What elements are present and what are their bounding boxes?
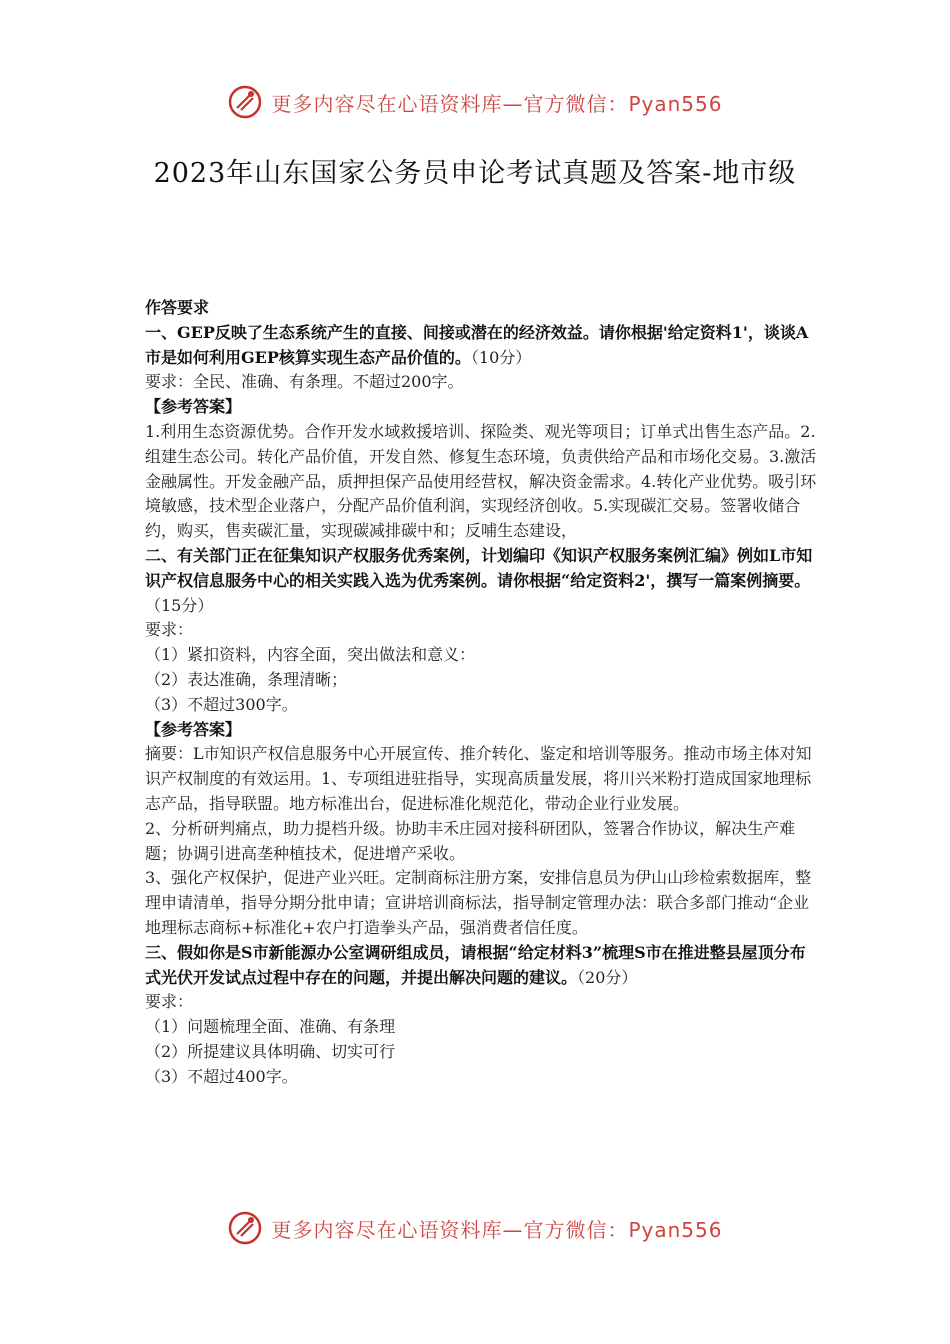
paragraph-text: 3、强化产权保护，促进产业兴旺。定制商标注册方案，安排信息员为伊山山珍检索数据库，整理申请清单，指导分期分批申请；宣讲培训商标法，指导制定管理办法：联合多部门推动“企业地理标志商标+标准化+农户打造拳头产品，强消费者信任度。	[145, 868, 812, 937]
text-paragraph	[145, 817, 817, 867]
paragraph-text: 要求：全民、准确、有条理。不超过200字。	[145, 372, 464, 392]
paragraph-text: （1）紧扣资料，内容全面，突出做法和意义：	[145, 645, 476, 665]
text-paragraph	[145, 693, 817, 718]
paragraph-text: 摘要：L市知识产权信息服务中心开展宣传、推介转化、鉴定和培训等服务。推动市场主体对知识产权制度的有效运用。1、专项组进驻指导，实现高质量发展，将川兴米粉打造成国家地理标志产品，指导联盟。地方标准出台，促进标准化规范化，带动企业行业发展。	[145, 744, 812, 813]
score-label: （15分）	[145, 595, 214, 615]
paragraph-text: 【参考答案】	[145, 397, 242, 417]
paragraph-text: 要求：	[145, 992, 194, 1012]
score-label: （20分）	[577, 967, 638, 987]
bold-paragraph	[145, 296, 817, 321]
paragraph-text: 2、分析研判痛点，助力提档升级。协助丰禾庄园对接科研团队，签署合作协议，解决生产难题；协调引进高垄种植技术，促进增产采收。	[145, 818, 796, 863]
watermark-text: 更多内容尽在心语资料库—官方微信：Pyan556	[271, 1217, 723, 1242]
page-title: 2023年山东国家公务员申论考试真题及答案-地市级	[153, 158, 797, 189]
paragraph-text: 作答要求	[145, 298, 210, 317]
paragraph-text: 要求：	[145, 620, 194, 640]
paragraph-text: 一、GEP反映了生态系统产生的直接、间接或潜在的经济效益。请你根据'给定资料1'，谈谈A市是如何利用GEP核算实现生态产品价值的。	[145, 322, 809, 367]
paragraph-text: （2）所提建议具体明确、切实可行	[145, 1041, 396, 1061]
bold-paragraph	[145, 321, 817, 371]
paragraph-text: 【参考答案】	[145, 719, 242, 739]
paragraph-text: 二、有关部门正在征集知识产权服务优秀案例，计划编印《知识产权服务案例汇编》例如L市知识产权信息服务中心的相关实践入选为优秀案例。请你根据“给定资料2'，撰写一篇案例摘要。	[145, 545, 813, 590]
text-paragraph	[145, 1040, 817, 1065]
text-paragraph	[145, 742, 817, 816]
text-paragraph	[145, 370, 817, 395]
paragraph-text: （2）表达准确，条理清晰；	[145, 669, 348, 689]
text-paragraph	[145, 420, 817, 544]
text-paragraph	[145, 866, 817, 940]
paragraph-text: 1.利用生态资源优势。合作开发水域救援培训、探险类、观光等项目；订单式出售生态产品。2.组建生态公司。转化产品价值，开发自然、修复生态环境，负责供给产品和市场化交易。3.激活金融属性。开发金融产品，质押担保产品使用经营权，解决资金需求。4.转化产业优势。吸引环境敏感，技术型企业落户，分配产品价值利润，实现经济创收。5.实现碳汇交易。签署收储合约，购买，售卖碳汇量，实现碳减排碳中和；反哺生态建设，	[145, 421, 817, 541]
score-label: （10分）	[470, 347, 532, 367]
bold-paragraph	[145, 544, 817, 618]
paragraph-text: （3）不超过300字。	[145, 694, 298, 714]
watermark-banner-top	[0, 84, 950, 120]
text-paragraph	[145, 668, 817, 693]
bold-paragraph	[145, 941, 817, 991]
paragraph-text: 三、假如你是S市新能源办公室调研组成员，请根据“给定材料3”梳理S市在推进整县屋顶分布式光伏开发试点过程中存在的问题，并提出解决问题的建议。	[145, 942, 806, 987]
bold-paragraph	[145, 718, 817, 743]
paragraph-text: （3）不超过400字。	[145, 1066, 298, 1086]
paragraph-text: （1）问题梳理全面、准确、有条理	[145, 1017, 396, 1037]
watermark-text: 更多内容尽在心语资料库—官方微信：Pyan556	[271, 91, 723, 116]
text-paragraph	[145, 618, 817, 643]
logo-icon	[227, 1210, 263, 1246]
text-paragraph	[145, 990, 817, 1015]
document-body	[145, 296, 817, 1090]
text-paragraph	[145, 1065, 817, 1090]
text-paragraph	[145, 1015, 817, 1040]
text-paragraph	[145, 643, 817, 668]
logo-icon	[227, 84, 263, 120]
watermark-banner-bottom	[0, 1210, 950, 1246]
bold-paragraph	[145, 395, 817, 420]
